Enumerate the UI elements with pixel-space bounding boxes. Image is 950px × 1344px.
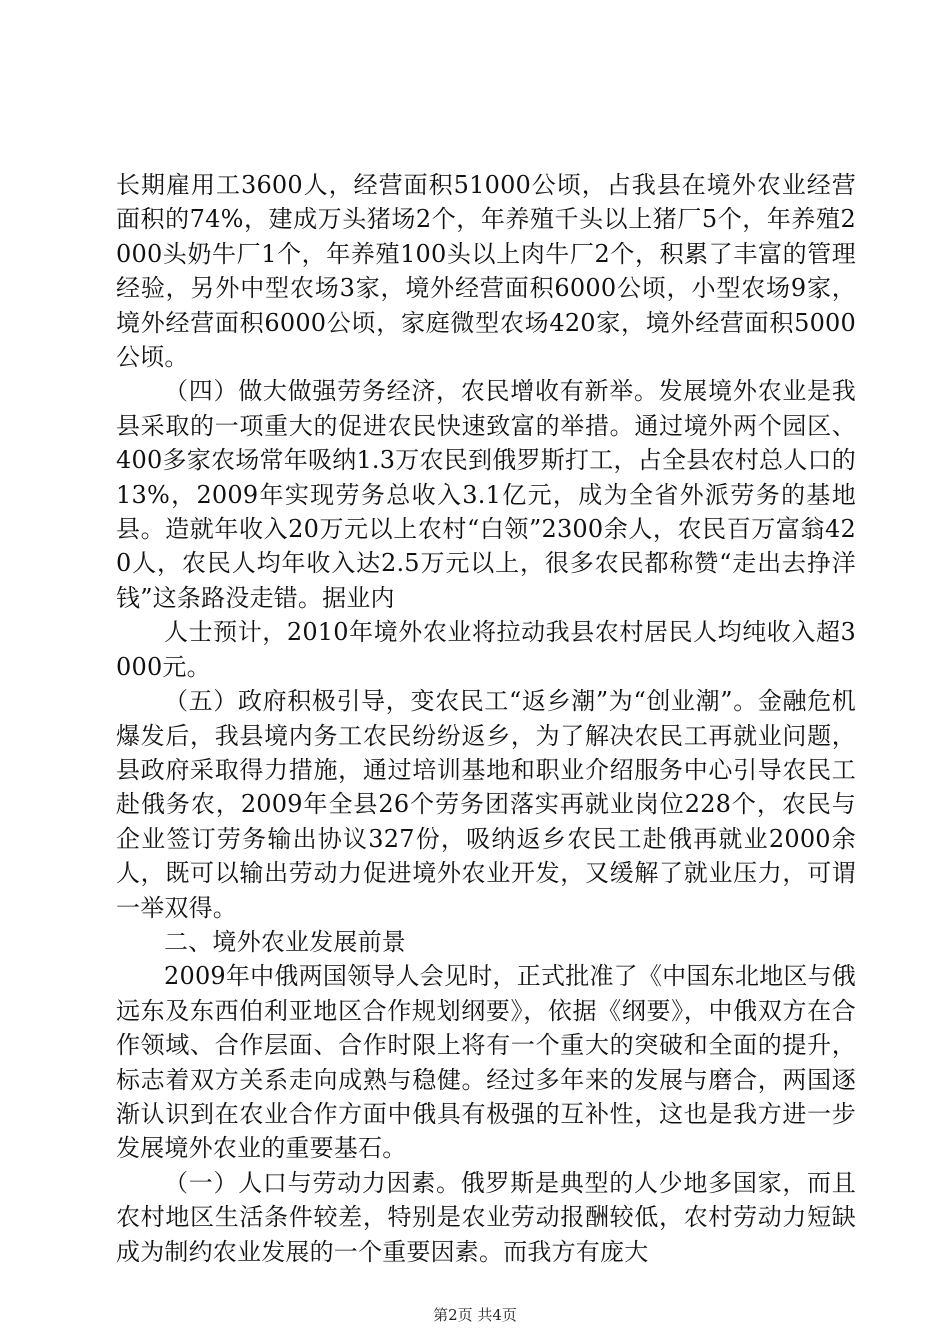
paragraph-3: 人士预计，2010年境外农业将拉动我县农村居民人均纯收入超3000元。 bbox=[116, 618, 856, 681]
page-footer bbox=[0, 1305, 950, 1325]
paragraph-1: 长期雇用工3600人，经营面积51000公顷，占我县在境外农业经营面积的74%，建成万头猪场2个，年养殖千头以上猪厂5个，年养殖2000头奶牛厂1个，年养殖100头以上肉牛厂2个，积累了丰富的管理经验，另外中型农场3家，境外经营面积6000公顷，小型农场9家，境外经营面积6000公顷，家庭微型农场420家，境外经营面积5000公顷。 bbox=[116, 171, 856, 372]
paragraph-7: （一）人口与劳动力因素。俄罗斯是典型的人少地多国家，而且农村地区生活条件较差，特别是农业劳动报酬较低，农村劳动力短缺成为制约农业发展的一个重要因素。而我方有庞大 bbox=[116, 1168, 856, 1266]
document-body bbox=[116, 168, 856, 1269]
paragraph-6: 2009年中俄两国领导人会见时，正式批准了《中国东北地区与俄远东及东西伯利亚地区合作规划纲要》，依据《纲要》，中俄双方在合作领域、合作层面、合作时限上将有一个重大的突破和全面的提升，标志着双方关系走向成熟与稳健。经过多年来的发展与磨合，两国逐渐认识到在农业合作方面中俄具有极强的互补性，这也是我方进一步发展境外农业的重要基石。 bbox=[116, 962, 856, 1163]
paragraph-4: （五）政府积极引导，变农民工“返乡潮”为“创业潮”。金融危机爆发后，我县境内务工农民纷纷返乡，为了解决农民工再就业问题，县政府采取得力措施，通过培训基地和职业介绍服务中心引导农民工赴俄务农，2009年全县26个劳务团落实再就业岗位228个，农民与企业签订劳务输出协议327份，吸纳返乡农民工赴俄再就业2000余人，既可以输出劳动力促进境外农业开发，又缓解了就业压力，可谓一举双得。 bbox=[116, 687, 856, 922]
section-heading: 二、境外农业发展前景 bbox=[164, 927, 406, 956]
paragraph-2: （四）做大做强劳务经济，农民增收有新举。发展境外农业是我县采取的一项重大的促进农民快速致富的举措。通过境外两个园区、400多家农场常年吸纳1.3万农民到俄罗斯打工，占全县农村总人口的13%，2009年实现劳务总收入3.1亿元，成为全省外派劳务的基地县。造就年收入20万元以上农村“白领”2300余人，农民百万富翁420人，农民人均年收入达2.5万元以上，很多农民都称赞“走出去挣洋钱”这条路没走错。据业内 bbox=[116, 377, 856, 612]
page-number-label: 第2页 共4页 bbox=[433, 1306, 517, 1324]
